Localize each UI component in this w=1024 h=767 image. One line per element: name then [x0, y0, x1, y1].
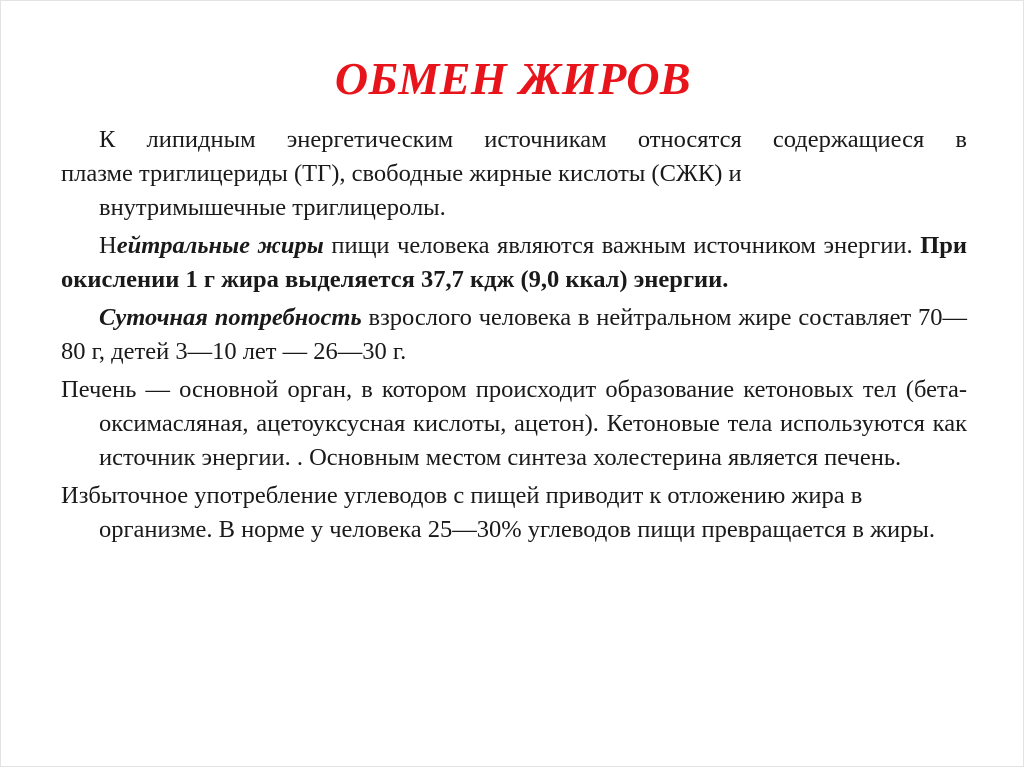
paragraph-carbohydrates: Избыточное употребление углеводов с пищей приводит к отложению жира в организме. В норме у человека 25—30% углеводов пищи превращается в жиры.: [61, 482, 935, 543]
slide-title: ОБМЕН ЖИРОВ: [334, 53, 692, 104]
emphasis-neutral-fats: ейтральные жиры: [116, 232, 324, 259]
paragraph-text: пищи человека являются важным источником энергии.: [323, 232, 921, 259]
paragraph-line: К липидным энергетическим источникам относятся содержащиеся в: [99, 126, 967, 153]
paragraph-liver: Печень — основной орган, в котором происходит образование кетоновых тел (бета-оксимасляная, ацетоуксусная кислоты, ацетон). Кетоновые тела используются как источник энергии. . Основным местом синтеза холестерина является печень.: [61, 376, 967, 471]
bold-energy-fact: При окислении 1 г жира выделяется 37,7 кдж (9,0 ккал) энергии.: [61, 232, 967, 293]
paragraph-daily-need: [61, 301, 967, 369]
paragraph-text: взрослого человека в нейтральном жире составляет 70—80 г, детей 3—10 лет — 26—30 г.: [61, 304, 967, 365]
paragraph-neutral-fats: [61, 229, 967, 297]
paragraph-line: плазме триглицериды (ТГ), свободные жирные кислоты (СЖК) и: [61, 160, 742, 187]
paragraph-line: внутримышечные триглицеролы.: [99, 194, 446, 221]
emphasis-daily-need: Суточная потребность: [99, 304, 362, 331]
paragraph-text: Н: [99, 232, 117, 259]
paragraph-lipid-sources: [61, 123, 967, 225]
slide-body: [61, 123, 967, 551]
